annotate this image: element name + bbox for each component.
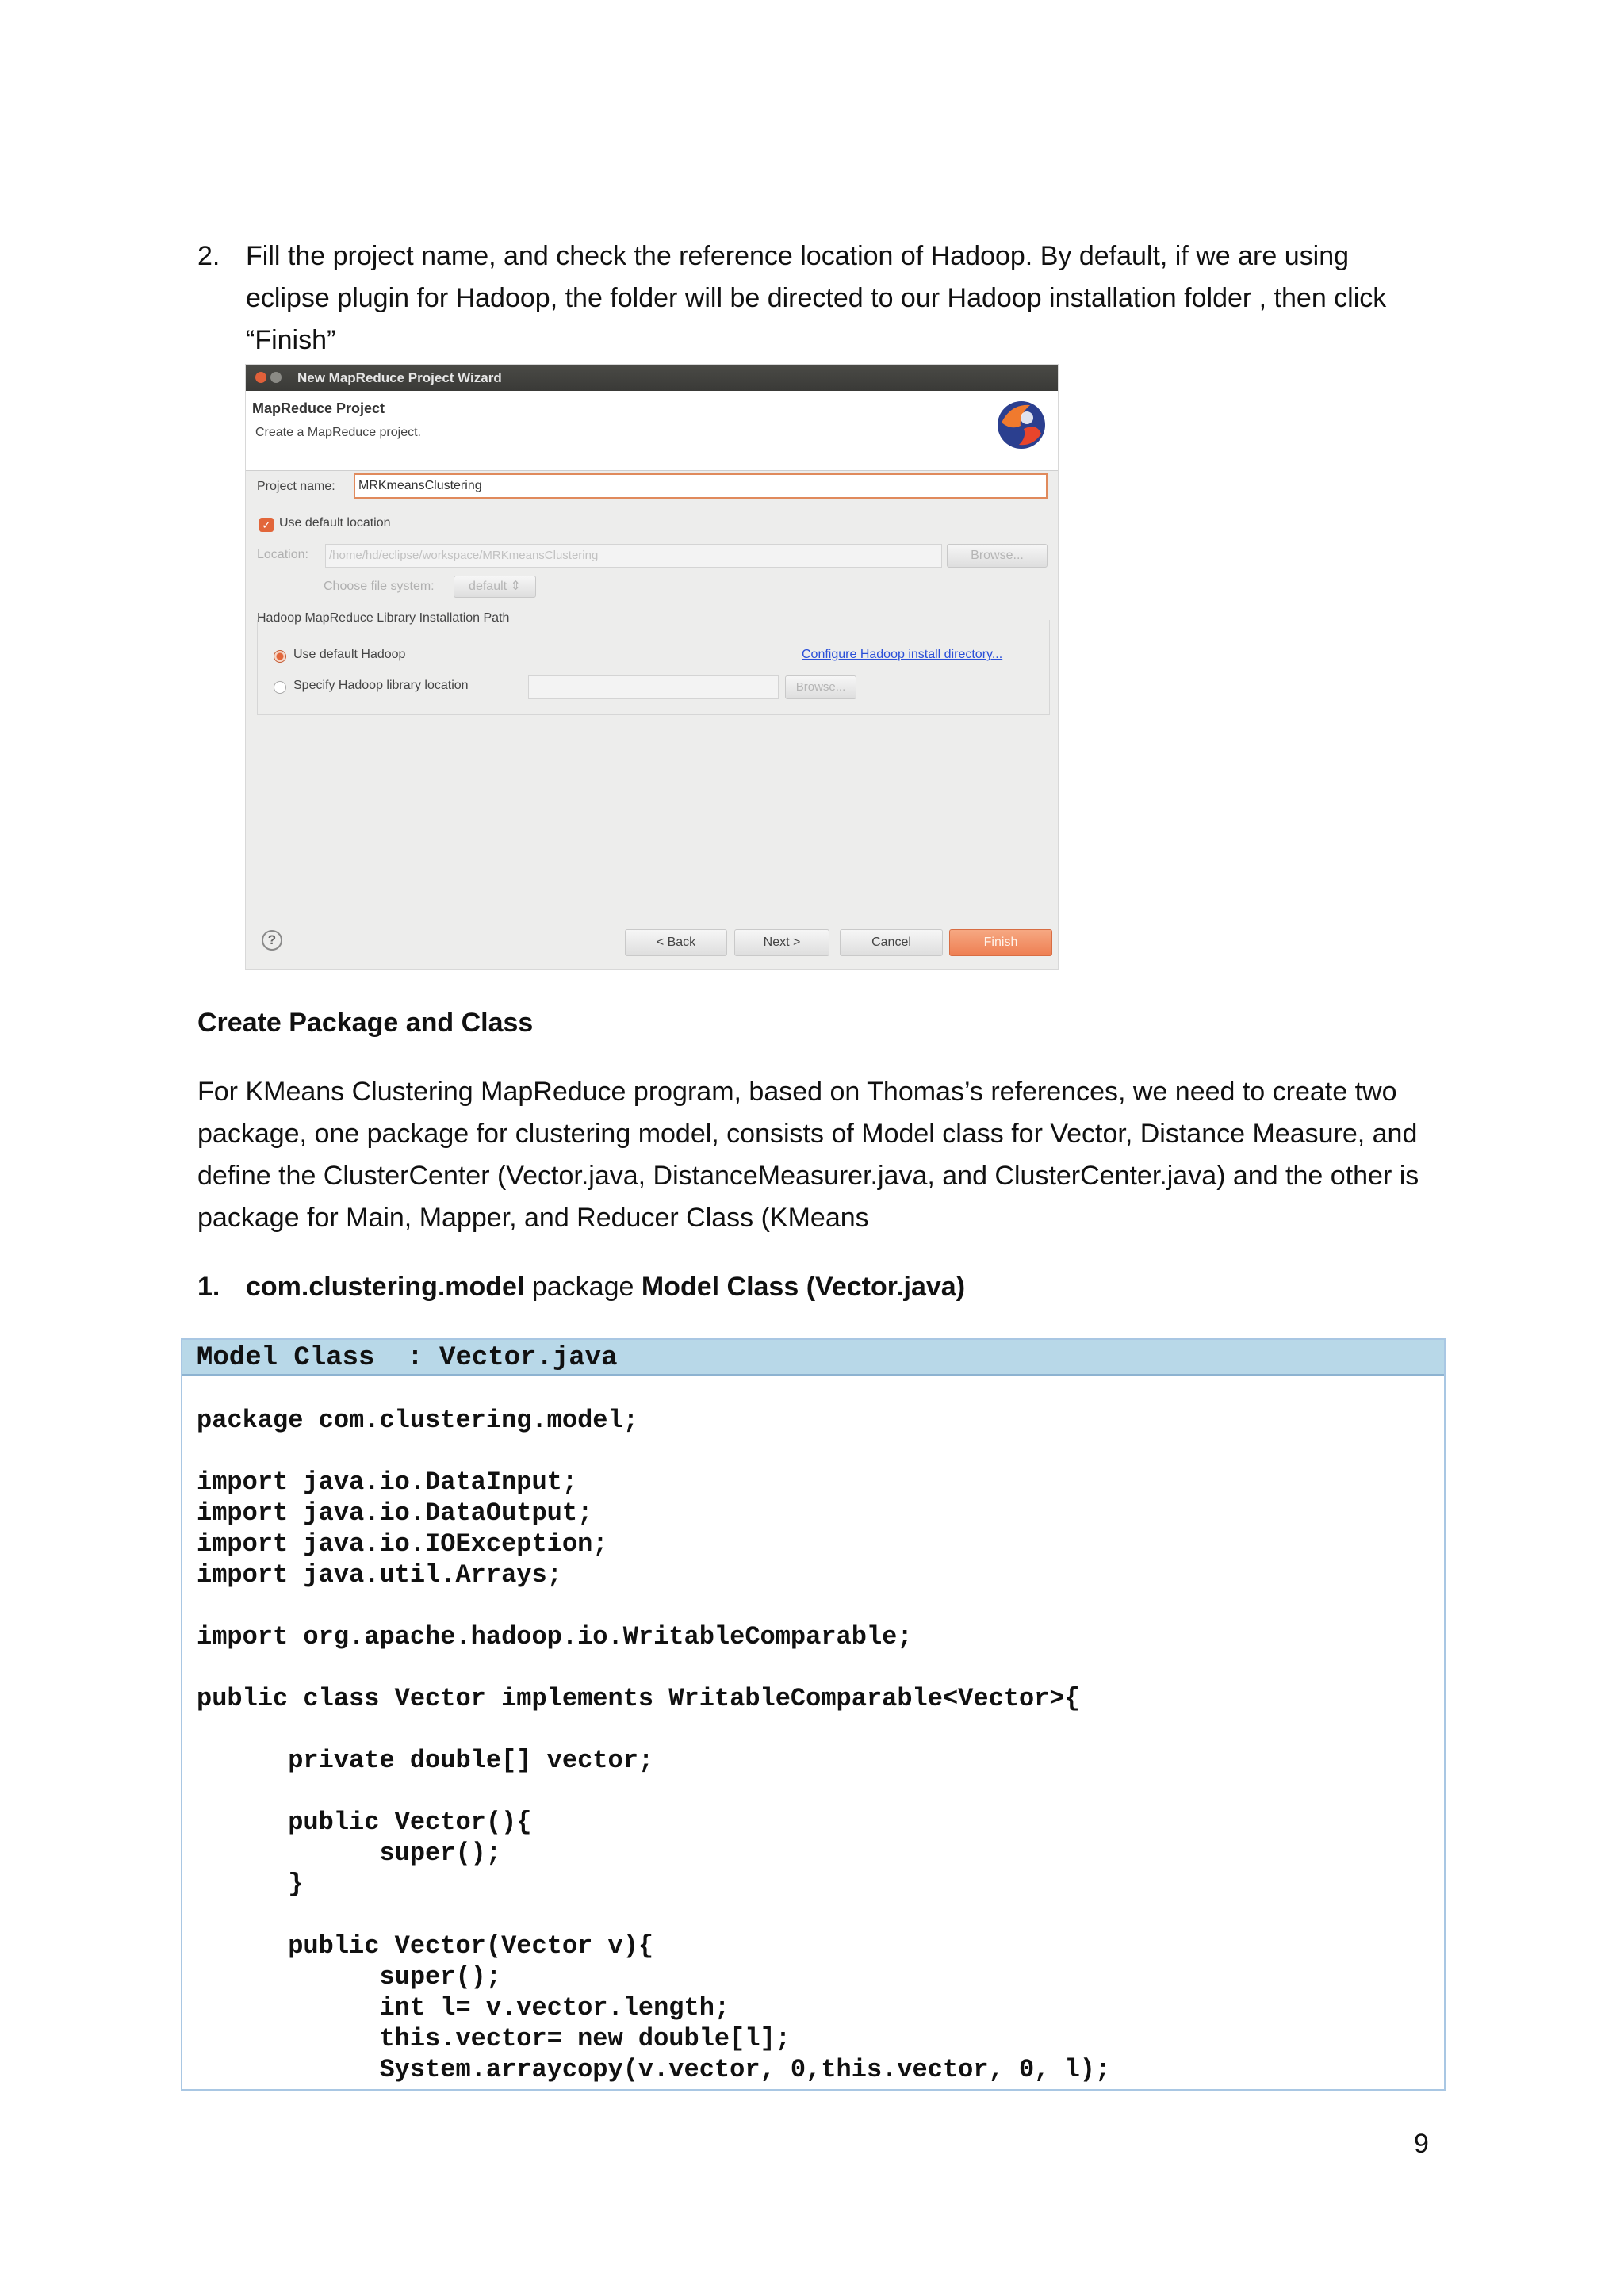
library-location-input[interactable] (528, 675, 779, 699)
step-connector-text: package (524, 1272, 642, 1302)
use-default-location-label: Use default location (279, 516, 391, 530)
code-line (197, 1714, 1434, 1745)
code-line: int l= v.vector.length; (197, 1993, 730, 2022)
location-browse-button[interactable]: Browse... (947, 544, 1048, 568)
code-line: public Vector(){ (197, 1808, 532, 1837)
code-line: super(); (197, 1839, 502, 1868)
list-number: 1. (197, 1272, 220, 1302)
step-heading (246, 1266, 965, 1308)
list-number: 2. (197, 241, 220, 271)
code-line (197, 1436, 1434, 1467)
library-path-group-label: Hadoop MapReduce Library Installation Path (257, 611, 510, 625)
code-line (197, 1590, 1434, 1621)
use-default-location-checkbox[interactable]: ✓ (259, 518, 274, 532)
wizard-header (246, 391, 1059, 471)
page-number: 9 (1414, 2129, 1429, 2159)
specify-library-label: Specify Hadoop library location (293, 679, 469, 692)
code-line: private double[] vector; (197, 1746, 654, 1775)
code-line: System.arraycopy(v.vector, 0,this.vector, 0, l); (197, 2055, 1111, 2084)
file-system-select[interactable] (454, 576, 536, 598)
code-line (197, 1652, 1434, 1683)
code-line: } (197, 1869, 304, 1899)
close-icon[interactable] (255, 372, 266, 383)
code-line: import org.apache.hadoop.io.WritableComparable; (197, 1622, 913, 1651)
code-listing-title: Model Class : Vector.java (197, 1343, 618, 1373)
use-default-hadoop-radio[interactable] (274, 650, 286, 663)
section-heading: Create Package and Class (197, 1008, 534, 1038)
wizard-heading: MapReduce Project (252, 400, 385, 416)
location-input[interactable]: /home/hd/eclipse/workspace/MRKmeansClustering (325, 544, 942, 568)
package-name: com.clustering.model (246, 1272, 525, 1302)
library-browse-button[interactable]: Browse... (785, 675, 856, 699)
code-line (197, 1776, 1434, 1807)
class-label: Model Class (Vector.java) (641, 1272, 966, 1302)
window-title: New MapReduce Project Wizard (297, 370, 502, 385)
cancel-button[interactable]: Cancel (840, 929, 943, 956)
use-default-hadoop-label: Use default Hadoop (293, 648, 406, 661)
file-system-value: default (469, 580, 508, 593)
code-line: import java.io.DataInput; (197, 1468, 578, 1497)
code-listing-header (182, 1340, 1444, 1376)
code-body (197, 1405, 1434, 2085)
code-listing (181, 1338, 1446, 2091)
specify-library-radio[interactable] (274, 681, 286, 694)
code-line: import java.io.DataOutput; (197, 1498, 593, 1528)
code-line: import java.util.Arrays; (197, 1560, 562, 1590)
eclipse-logo-icon (995, 399, 1048, 451)
code-line: super(); (197, 1962, 502, 1992)
next-button[interactable]: Next > (734, 929, 829, 956)
project-name-label: Project name: (257, 480, 335, 493)
wizard-screenshot (245, 364, 1059, 970)
code-line: import java.io.IOException; (197, 1529, 608, 1559)
step-instruction: Fill the project name, and check the reference location of Hadoop. By default, if we are using eclipse plugin for Hadoop, the folder will be directed to our Hadoop installation folder , then click “Finish” (246, 241, 1387, 355)
code-line: public Vector(Vector v){ (197, 1931, 654, 1961)
window-titlebar (246, 365, 1059, 391)
library-path-group (257, 620, 1050, 715)
location-label: Location: (257, 548, 308, 561)
help-icon[interactable]: ? (262, 930, 282, 951)
code-line (197, 1900, 1434, 1931)
updown-icon: ⇕ (510, 580, 521, 593)
project-name-input[interactable]: MRKmeansClustering (354, 473, 1048, 499)
finish-button[interactable]: Finish (949, 929, 1052, 956)
code-line: this.vector= new double[l]; (197, 2024, 791, 2053)
back-button[interactable]: < Back (625, 929, 727, 956)
intro-paragraph: For KMeans Clustering MapReduce program, based on Thomas’s references, we need to create two package, one package for clustering model, consists of Model class for Vector, Distance Measure, and define the ClusterCenter (Vector.java, DistanceMeasurer.java, and ClusterCenter.java) and the other is package for Main, Mapper, and Reducer Class (KMeans (197, 1077, 1419, 1233)
file-system-label: Choose file system: (324, 580, 435, 593)
minimize-icon[interactable] (270, 372, 282, 383)
wizard-subheading: Create a MapReduce project. (255, 426, 421, 439)
code-line: package com.clustering.model; (197, 1406, 638, 1435)
code-line: public class Vector implements WritableComparable<Vector>{ (197, 1684, 1080, 1713)
configure-hadoop-link[interactable]: Configure Hadoop install directory... (802, 648, 1003, 661)
